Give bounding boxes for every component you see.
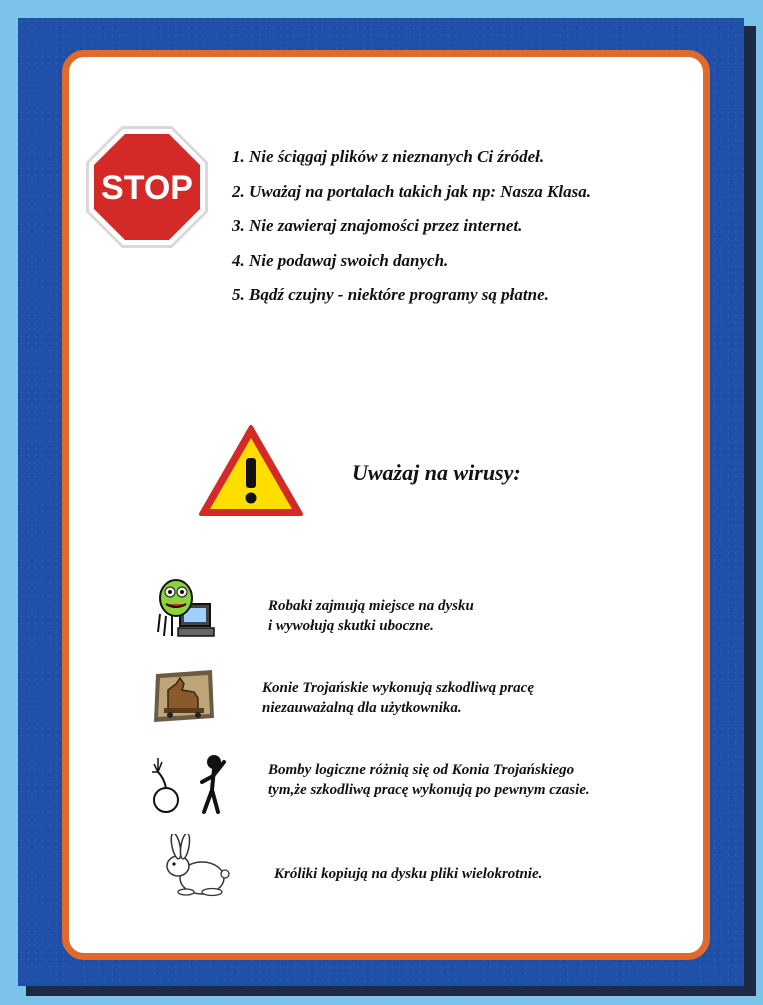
logic-bomb-description [268, 760, 590, 800]
description-line: Bomby logiczne różnią się od Konia Trojańskiego [268, 762, 575, 778]
trojan-description [262, 678, 534, 718]
rule-item: 1. Nie ściągaj plików z nieznanych Ci źródeł. [232, 147, 545, 166]
worm-computer-icon [152, 574, 216, 644]
stop-sign-label: STOP [101, 169, 193, 207]
rule-item: 2. Uważaj na portalach takich jak np: Nasza Klasa. [232, 181, 591, 201]
description-line: tym,że szkodliwą pracę wykonują po pewnym czasie. [268, 782, 590, 798]
description-line: Robaki zajmują miejsce na dysku [268, 598, 474, 614]
trojan-horse-icon [150, 668, 218, 728]
worm-description [268, 596, 474, 636]
virus-warning-title: Uważaj na wirusy: [352, 460, 521, 485]
rule-item: 4. Nie podawaj swoich danych. [232, 250, 449, 270]
description-line: Króliki kopiują na dysku pliki wielokrotnie. [274, 866, 543, 882]
rule-item: 3. Nie zawieraj znajomości przez internet. [232, 216, 523, 235]
exclamation-triangle-icon [198, 424, 304, 518]
description-line: i wywołują skutki uboczne. [268, 618, 434, 634]
stop-sign-icon [84, 124, 210, 250]
logic-bomb-icon [150, 750, 236, 816]
safety-rules-list [232, 143, 591, 316]
rabbit-icon [158, 834, 232, 900]
rule-item: 5. Bądź czujny - niektóre programy są płatne. [232, 285, 549, 304]
rabbit-description [274, 864, 542, 884]
description-line: niezauważalną dla użytkownika. [262, 700, 462, 716]
description-line: Konie Trojańskie wykonują szkodliwą pracę [262, 680, 534, 696]
